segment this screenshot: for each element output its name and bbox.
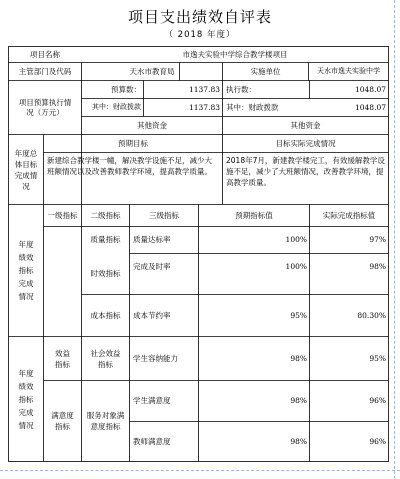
- row-actual: 96%: [369, 436, 386, 446]
- row-name: 质量达标率: [133, 235, 171, 245]
- budget-label: 项目预算执行情况（万元）: [18, 98, 72, 117]
- row-expected: 98%: [290, 396, 307, 406]
- perf-side-label-1: 年度绩效指标完成情况: [18, 240, 34, 301]
- lvl1-satisfaction: 满意度指标: [51, 411, 74, 431]
- budget-amount-label: 预算数：: [111, 84, 141, 94]
- row-expected: 98%: [290, 436, 307, 446]
- lvl2-cost: 成本指标: [90, 310, 121, 320]
- among-exec: 1048.07: [354, 102, 386, 112]
- perf-side-label-2: 年度绩效指标完成情况: [18, 368, 34, 430]
- row-name: 学生容纳能力: [133, 353, 178, 363]
- row-actual: 95%: [369, 353, 386, 363]
- page-break-horizontal: [0, 470, 400, 472]
- annual-goal-side-label: 年度总体目标完成情况: [14, 148, 38, 191]
- header-expected: 预期指标值: [235, 210, 273, 220]
- lvl2-time: 时效指标: [90, 269, 121, 279]
- actual-goal-header: 目标实际完成情况: [275, 138, 336, 148]
- row-expected: 100%: [285, 262, 307, 272]
- page-break-vertical: [394, 0, 396, 479]
- impl-label: 实施单位: [250, 66, 281, 76]
- row-actual: 98%: [369, 262, 386, 272]
- other-funds-label: 其他资金: [137, 120, 167, 130]
- among-budget-label: 其中：财政拨款: [92, 102, 141, 111]
- row-name: 完成及时率: [133, 262, 171, 272]
- dept-label: 主管部门及代码: [18, 66, 72, 76]
- row-actual: 80.30%: [357, 310, 386, 320]
- exec-amount: 1048.07: [354, 84, 386, 94]
- header-level1: 一级指标: [47, 210, 78, 220]
- lvl2-social: 社会效益指标: [90, 348, 121, 369]
- budget-amount: 1137.83: [188, 84, 220, 94]
- row-expected: 98%: [290, 353, 307, 363]
- year-label: （ 2018 年度）: [164, 30, 236, 40]
- row-actual: 97%: [369, 235, 386, 245]
- header-level2: 二级指标: [90, 210, 121, 220]
- dept-value: 天水市教育局: [129, 66, 175, 76]
- page-title: 项目支出绩效自评表: [127, 8, 272, 26]
- lvl2-service: 服务对象满意度指标: [86, 411, 125, 431]
- project-name-value: 市逸夫实验中学综合教学楼项目: [182, 49, 288, 59]
- project-name-label: 项目名称: [30, 49, 60, 59]
- row-name: 成本节约率: [133, 310, 171, 320]
- row-actual: 96%: [369, 396, 386, 406]
- header-actual: 实际完成指标值: [322, 210, 376, 220]
- lvl2-quality: 质量指标: [90, 235, 121, 245]
- row-expected: 100%: [285, 235, 307, 245]
- other-funds-label-right: 其他资金: [290, 120, 321, 130]
- actual-goal-text: 2018年7月，新建教学楼完工，有效缓解教学设施不足，减少了大班额情况，改善教学环境，提高教学质量。: [226, 156, 385, 187]
- among-budget: 1137.83: [188, 102, 220, 112]
- expected-goal-header: 预期目标: [118, 138, 148, 148]
- among-exec-label: 其中：财政拨款: [226, 102, 279, 112]
- exec-amount-label: 执行数：: [226, 84, 256, 94]
- row-name: 学生满意度: [133, 396, 171, 406]
- row-name: 教师满意度: [133, 436, 171, 446]
- row-expected: 95%: [290, 310, 307, 320]
- impl-value: 天水市逸夫实验中学: [317, 66, 380, 75]
- lvl1-benefit: 效益指标: [55, 348, 70, 369]
- header-level3: 三级指标: [149, 210, 179, 220]
- expected-goal-text: 新建综合教学楼一幢，解决教学设施不足，减少大班额情况以及改善教师教学环境，提高教学质量。: [47, 156, 212, 176]
